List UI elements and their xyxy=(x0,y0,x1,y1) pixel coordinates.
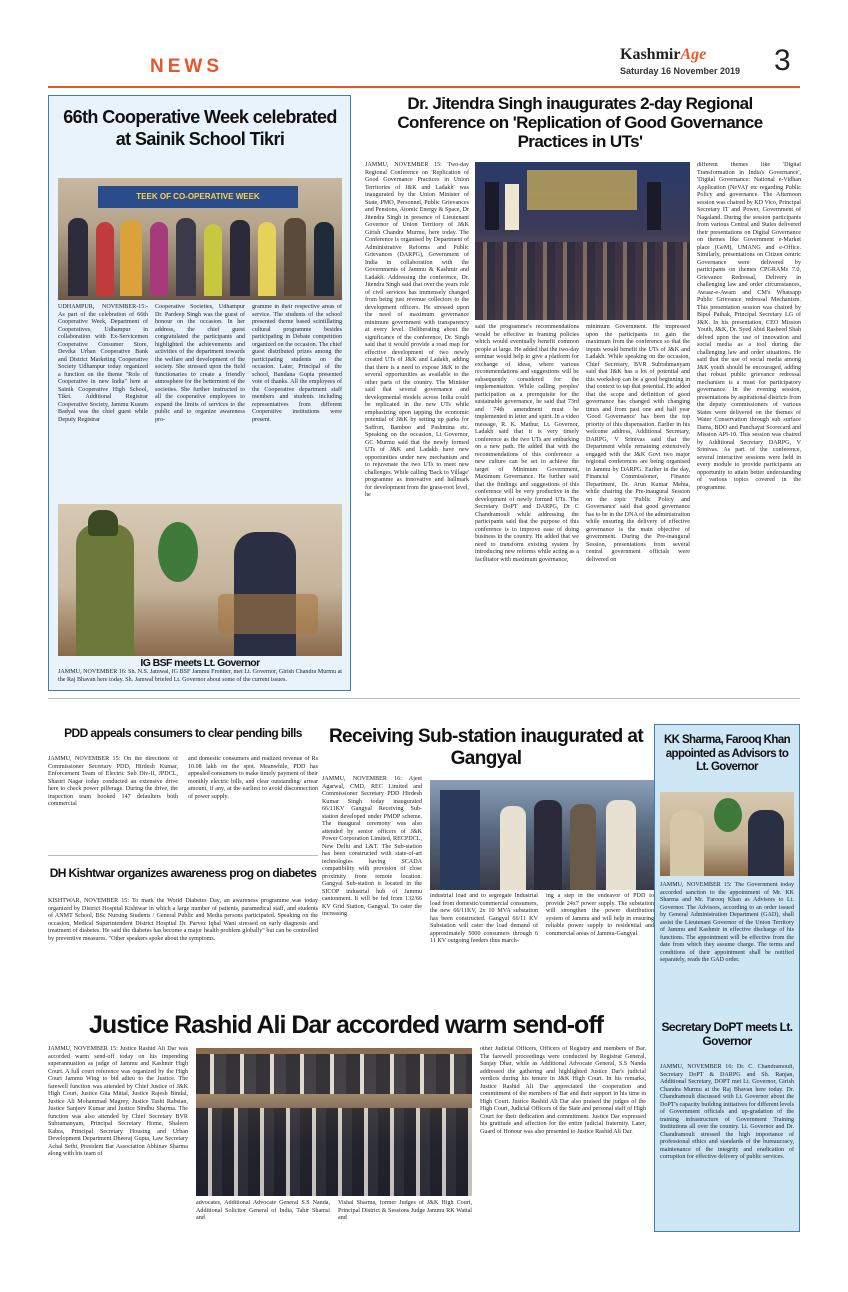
igbsf-headline: IG BSF meets Lt. Governor xyxy=(140,657,260,669)
gangyal-photo xyxy=(430,780,654,890)
dopt-body: JAMMU, NOVEMBER 16: Dr. C. Chandramouli, Secretary DoPT & DARPG and Sh. Ranjan, Additional Secretary, DOPT met Lt. Governor, Girish Chandra Murmu at the Raj Bhavan here today. Dr. Chandramouli discussed with Lt. Governor about the DoPT's capacity building initiatives for different levels of Government officials and up-gradation of the training infrastructure of Government Training Institutions all over the country. Lt. Governor and Dr. Chandramouli stressed the high importance of professional ethics and standards of the bureaucracy, maintenance of the integrity and eradication of corruption for effective delivery of public services. xyxy=(660,1064,794,1160)
pdd-col-2: and domestic consumers and realized revenue of Rs 10.08 lakh on the spot. Meanwhile, PDD has appealed consumers to make timely payment of their monthly electric bills, and clear outstanding/ arrear amount, if any, at the earliest to avoid disconnection of power supply. xyxy=(188,756,318,800)
dar-col-1: JAMMU, NOVEMBER 15: Justice Rashid Ali Dar was accorded warm send-off today on his impending superannuation as judge of Jammu and Kashmir High Court. A full court reference was organized by the High Court Jammu Wing to bid adieu to the Justice. The farewell function was attended by Chief Justice of J&K High Court, Justice Gita Mittal, Justice Rajesh Bindal, Justice Ali Mohammad Magrey, Justice Tashi Rabstan, Justice Sanjeev Kumar and Justice Sindhu Sharma. The function was also attended by Chief Secretary BVR Subramanyam, Principal Secretary Home, Shaleen Kabra, Principal Secretary Housing and Urban Development Department Dheeraj Gupta, Law Secretary Achal Sethi, President Bar Association Abhinav Sharma along with his team of xyxy=(48,1046,188,1157)
dopt-headline: Secretary DoPT meets Lt. Governor xyxy=(661,1020,793,1048)
sainik-photo xyxy=(58,178,342,300)
pdd-headline: PDD appeals consumers to clear pending bills xyxy=(64,726,302,740)
divider-pdd xyxy=(48,855,318,856)
kk-headline: KK Sharma, Farooq Khan appointed as Advisors to Lt. Governor xyxy=(663,734,791,773)
dh-headline: DH Kishtwar organizes awareness prog on diabetes xyxy=(49,866,317,880)
sainik-col-3: gramme in their respective areas of service. The students of the school presented theme based scintillating cultural programme besides participating in Debate competition organized on the occasion. The chief guest distributed prizes among the participating students on the occasion. Later, Principal of the school, Bandana Gupta presented vote of thanks. All the employees of the Cooperative department staff members and students including representatives from different Cooperative institutions were present. xyxy=(252,304,342,423)
sainik-col-1: UDHAMPUR, NOVEMBER-15:- As part of the celebration of 66th Cooperative Week, Department of Cooperatives, Udhampur in collaboration with Ex-Servicemen Cooperative Consumer Store, Devika Urban Cooperative Bank and District Marketing Cooperative Society Udhampur today organized a function on the theme "Role of Cooperative in new India" here at Sainik Cooperative High School, Tikri. Additional Registrar Cooperative Society, Jammu Kusum Badyal was the chief guest while Deputy Registrar xyxy=(58,304,148,423)
jitendra-photo xyxy=(475,162,690,320)
kk-photo xyxy=(660,792,794,876)
sainik-headline: 66th Cooperative Week celebrated at Sainik School Tikri xyxy=(63,107,337,149)
divider-mid xyxy=(48,698,800,699)
jitendra-col-3: minimum Government. He impressed upon the participants to gain the maximum from the conference so that the inputs would benefit the UTs of J&K and Ladakh. While speaking on the occasion, Chief Secretary, BVR Subrahmanyam said that J&K has a lot of potential and this workshop can be a good beginning in that context to tap that potential. He added that the scope and definition of good governance has changed with changing times and from past one and half year 'Good Governance' has been the top priority of this dispensation. Earlier in his welcome address, Additional Secretary, DARPG, V Srinivas said that the Department while remaining extensively engaged with the J&K Govt two major regional conferences are being organised in Jammu by DARPG. Earlier in the day, Financial Commissioner, Finance Department, Dr. Arun Kumar Mehta, while chairing the Pre-inaugural Session on the topic 'Public Policy and Governance' said that good governance has to be in the DNA of the administration while ensuring the delivery of effective governance is the main objective of government. During the Pre-inaugural Session, presentations from several central government officials were delivered on xyxy=(586,324,690,563)
dar-col-2: advocates, Additional Advocate General S.S Nanda, Additional Solicitor General of India, Tahir Shamsi and xyxy=(196,1200,330,1221)
gangyal-col-3: ing a step in the endeavor of PDD to provide 24x7 power supply. The substation will strengthen the power distribution system of Jammu and will help in ensuring reliable power supply to residential and commercial areas of Jammu-Gangyal. xyxy=(546,893,654,937)
dar-col-3: Vishal Sharma, former Judges of J&K High Court, Principal District & Sessions Judge Jammu RK Wattal and xyxy=(338,1200,472,1221)
dar-headline: Justice Rashid Ali Dar accorded warm send-off xyxy=(89,1011,603,1039)
page-number: 3 xyxy=(774,44,791,77)
gangyal-col-2: industrial load and to segregate Industrial load from domestic/commercial consumers, the new 66/11KV, 2x 10 MVA substation has been constructed. Gangyal 66/11 KV Substation will cater the load demand of approximately 5000 consumers through 6 11 KV outgoing feeders thus march- xyxy=(430,893,538,944)
masthead-date: Saturday 16 November 2019 xyxy=(620,66,741,76)
jitendra-col-4: different themes like 'Digital Transformation in India's Governance', 'Digital Governance: National e-Vidhan Application (NeVA)' etc regarding Public Policy and governance. The Afternoon session was chaired by KD Vico, Principal Secretary IT and Power, Government of Nagaland. During the session participants from various Central and States delivered their presentations on Digital Governance on themes like Government e-Market place (GeM), UMANG and e-Office. Similarly, presentations on Citizen centric Governance were delivered by participants on themes CPGRAMs 7.0, Grievance Redressal, Delivery in challenging law and order circumstances, Awaaz-e-Awam and CM's Whatsapp Public Grievance redressal Mechanism. This presentation session was chaired by Bipul Pathak, Principal Secretary LG of J&K. In his presentation, CEO Mission Youth, J&K, Dr. Syed Abid Rasheed Shah delved upon the use of innovation and social media as a tool during the challenging law and order situations. He said that the use of social media among J&K youth should be encouraged, adding that robust public grievance redressal mechanism is a must for participatory governance. In the evening session, presentations by aspirational districts from the deputy commissioners of various States were delivered on the themes of Water Conservation through sub surface Dams, BDO and Panchayat Scorecard and Mission API-10. This session was chaired by Additional Secretary DARPG, V Srinivas. As part of the conference, several interactive sessions were held in every module to provide participants an opportunity to attain better understanding of various topics covered in the programme. xyxy=(697,162,801,491)
kk-body: JAMMU, NOVEMBER 15: The Government today accorded sanction to the appointment of Mr. KK Sharma and Mr. Farooq Khan as Advisors to Lt. Governor. The Advisors, according to an order issued by General Administration Department (GAD), shall assist the Lieutenant Governor of the Union Territory of Jammu and Kashmir in effective discharge of his functions. The appointment will be effective from the date from which they assume charge. The terms and conditions of their appointment shall be notified separately, reads the GAD order. xyxy=(660,882,794,963)
igbsf-caption: JAMMU, NOVEMBER 16: Sh. N.S. Jamwal, IG BSF Jammu Frontier, met Lt. Governor, Girish Chandra Murmu at the Raj Bhavan here today. Sh. Jamwal briefed Lt. Governor about some of the current issues. xyxy=(58,669,342,683)
masthead-logo xyxy=(620,46,706,64)
pdd-col-1: JAMMU, NOVEMBER 15: On the directions of Commissioner Secretary PDD, Hirdesh Kumar, Enforcement Team of Electric Sub Div-II, JPDCL, Shastri Nagar today conducted an extensive drive here to check power pilferage. During the drive, the inspection team booked 147 defaulters both commercial xyxy=(48,756,178,807)
gangyal-col-1: JAMMU, NOVEMBER 16: Ajeet Agarwal, CMD, REC Limited and Commissioner Secretary PDD Hirdesh Kumar Singh today inaugurated 66/11KV Gangyal Receiving Sub-station developed under PMDP scheme. The inaugural ceremony was also attended by senior officers of J&K Power Corporation Limited, RECPDCL, New Delhi and L&T. The Sub-station has been constructed with state-of-art technologies having SCADA compatibility with provision of close proximity from remote location. Gangyal Sub-station is located in the SICOP industrial hub of Jammu cantonment. It will be fed from 132/66 KV Grid Station, Gangyal. To cater the increasing xyxy=(322,776,422,917)
gangyal-headline: Receiving Sub-station inaugurated at Gangyal xyxy=(328,726,644,769)
dar-photo xyxy=(196,1048,472,1196)
masthead-rule xyxy=(48,86,800,88)
logo-age: Age xyxy=(680,46,707,63)
jitendra-col-2: said the programme's recommendations would be effective in framing policies which would eventually benefit common people at large. He added that the two-day seminar would help to give a platform for exchange of ideas, where various recommendations and suggestions will be subsequently considered for the implementation. While calling peoples' participation as a prerequisite for the sustainable governance, he said that 73rd and 74th amendment must be implemented in letter and spirit. In a video message, R. K. Mathur, Lt. Governor, Ladakh said that it is very timely conference as the two UTs are embarking on a new path. He added that with the recommendations of this conference a new culture can be set to achieve the target of Minimum Government, Maximum Governance. He further said that the findings and suggestions of this conference will be very productive in the development of newly formed UTs. The Secretary DoPT and DARPG, Dr C Chandramouli while addressing the participants said that the purpose of this conference is to improve ease of doing business in the country. He added that we need to transform existing system by introducing new reforms while acting as a facilitator with maximum governance, xyxy=(475,324,579,563)
jitendra-headline: Dr. Jitendra Singh inaugurates 2-day Regional Conference on 'Replication of Good Governance Practices in UTs' xyxy=(397,94,763,151)
dar-col-4: other Judicial Officers, Officers of Registry and members of Bar. The farewell proceedings were conducted by Registrar General, Sanjay Dhar, while as Additional Advocate General, S.S Nanda addressed the gathering and highlighted Justice Dar's judicial verdicts during his tenure in J&K High Court. In his remarks, Justice Rashid Ali Dar appreciated the cooperation and commitment of the members of Bar and their support in his time in High Court. Justice Rashid Ali Dar also praised the judges of the High Court, Judicial Officers of the State and personal staff of High Court for their dedication and commitment. Justice Dar expressed his gratitude and affection for the entire judicial fraternity. Later, Guard of Honour was also presented to Justice Rashid Ali Dar. xyxy=(480,1046,646,1135)
jitendra-col-1: JAMMU, NOVEMBER 15: Two-day Regional Conference on 'Replication of Good Governance Practices in Union Territories of J&K and Ladakh' was inaugurated by the Union Minister of State, PMO, Personnel, Public Grievances and Pensions, Atomic Energy & Space, Dr Jitendra Singh in presence of Lieutenant Governor of Union Territory of J&K Girish Chandra Murmu, here today. The Conference is organised by Department of Administrative Reforms and Public Grievances (DARPG), Government of India in collaboration with the Governments of Jammu & Kashmir and Ladakh. Addressing the conference, Dr. Jitendra Singh said that over the years role of civil services has immensely changed from being just revenue collectors to the development officers. He stressed upon the need of maximum governance minimum government with transparency at every level. Deliberating about the significance of the conference, Dr. Singh said that it would provide a road map for effective development of two newly created UTs of J&K and Ladakh, adding that there is a need to expose J&K to the several opportunities as available to the other parts of the country. The Minister said that several governance and developmental models across India could be replicated in the new UTs while emphasizing upon tapping the economic potential of J&K by setting up parks for Saffron, Bamboo and Pashmina etc. Speaking on the occasion, Lt Governor, GC Murmu said that the newly formed UTs of J&K and Ladakh have new opportunities under new mechanism and to rejuvenate the two UTs to meet new challenges. While calling 'Back to Village' programme as innovative and hallmark for development from the grass-root level, he xyxy=(365,162,469,498)
igbsf-photo xyxy=(58,504,342,656)
section-label: NEWS xyxy=(150,56,223,77)
sainik-col-2: Cooperative Societies, Udhampur Dr. Pardeep Singh was the guest of honour on the occasion. In her address, the chief guest congratulated the participants and highlighted the achievements and activities of the department towards the welfare and development of the society. She stressed upon the field functionaries to create a friendly atmosphere for the betterment of the societies. She further instructed to all the cooperative employees to expand the limits of services to the public and to organize awareness pro- xyxy=(155,304,245,423)
logo-kashmir: Kashmir xyxy=(620,46,681,63)
dh-body: KISHTWAR, NOVEMBER 15: To mark the World Diabetes Day, an awareness programme was today organized by District Hospital Kishtwar in which a large number of patients, paramedical staff, and students of ANMT School, BSc Nursing Students / General Public and Media persons participated. Speaking on the occasion, Medical Superintendent District Hospital Dr. Parvez Iqbal Wani stressed on early diagnosis and treatment of diabetes. He said the diabetes has become a major health problem globally" but can be controlled by preventive measures. "Other speakers spoke about the symptoms. xyxy=(48,898,318,942)
sainik-banner: TEEK OF CO-OPERATIVE WEEK xyxy=(98,186,298,208)
